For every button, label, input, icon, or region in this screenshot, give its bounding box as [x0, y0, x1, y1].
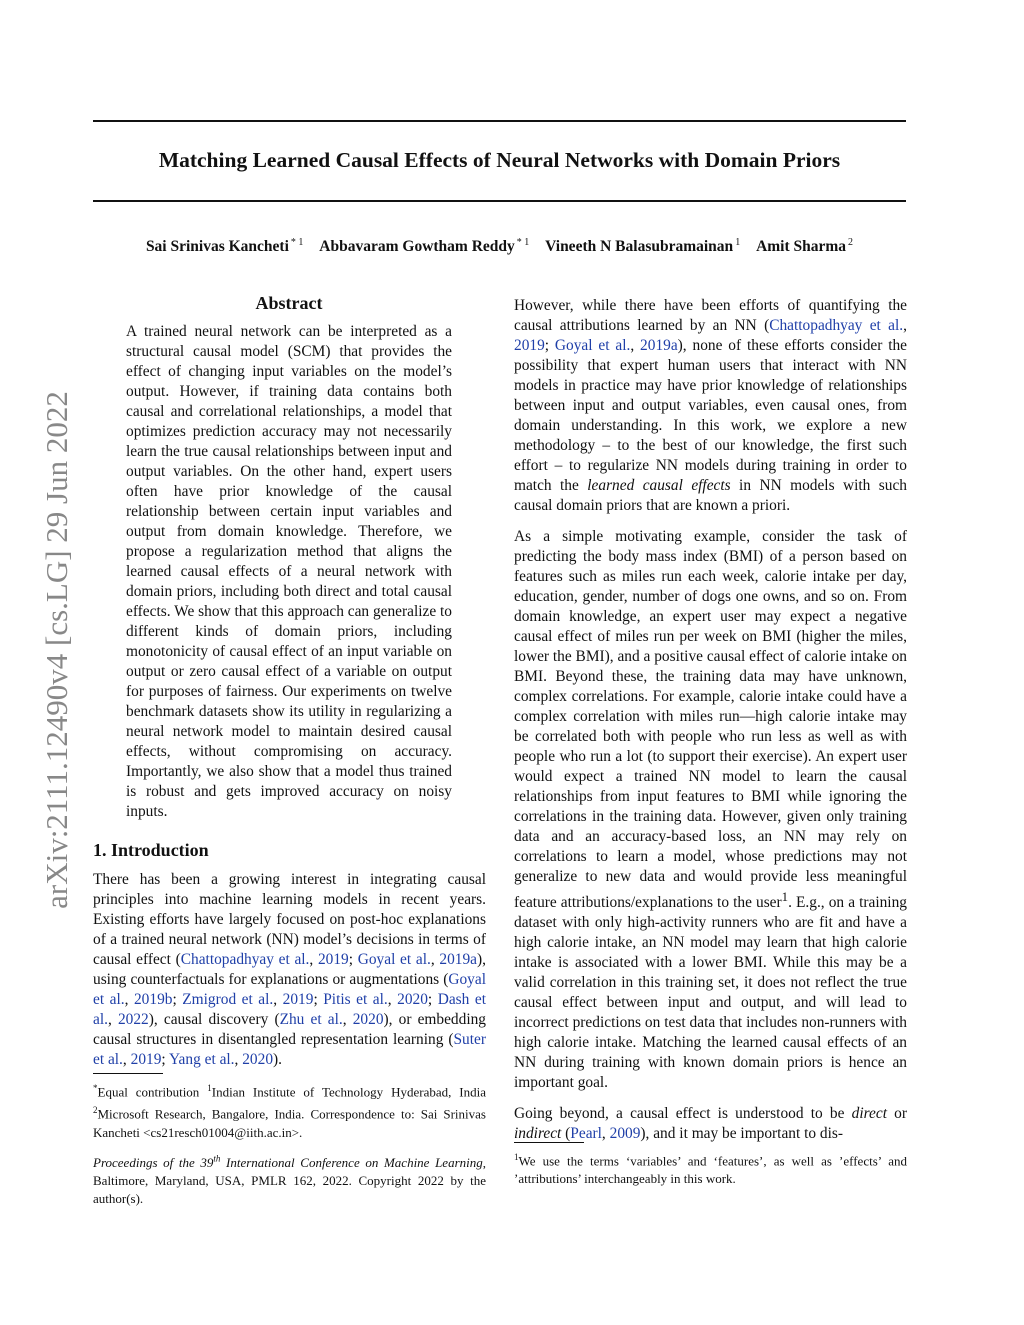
text: ). — [273, 1051, 282, 1068]
citation-year-link[interactable]: 2019a — [640, 337, 678, 354]
text: As a simple motivating example, consider the task of predicting the body mass index (BMI) of a person based on features such as miles run each week, calorie intake per day, education, gender, number of dogs one owns, and so on. From domain knowledge, an expert user may expect a negative causal effect of miles run per week on BMI (higher the miles, lower the BMI), and a positive causal effect of calorie intake on BMI. Beyond these, the training data may have unknown, complex correlations. For example, calorie intake could have a complex correlation with miles run—high calorie intake may be correlated both with people who run less as well as with people who run a lot (to support their exercise). An expert user would expect a trained NN model to learn the causal relationships from input features to BMI while ignoring the correlations in the training data. However, given only training data and an accuracy-based loss, an NN may rely on correlations to learn a model, whose predictions may not generalize to new data and would provide less meaningful feature attributions/explanations to the user — [514, 528, 907, 912]
footnote-mark: * — [93, 1083, 98, 1093]
venue-text: International Conference on Machine Learning — [220, 1155, 483, 1171]
citation-year-link[interactable]: 2019 — [282, 991, 314, 1008]
author-3-affil: 1 — [735, 237, 741, 248]
separator: , — [309, 951, 318, 968]
title-top-rule — [93, 120, 906, 122]
abstract-section — [126, 292, 452, 822]
text: . E.g., on a training dataset with only high-activity runners who are fit and have a high calorie intake, an NN model may learn that high calorie intake is associated with a lower BMI. While this may be a valid correlation in this training set, it does not reflect the true causal effect between input and output, and will lead to incorrect predictions on test data that includes non-runners with high calorie intake. Matching the learned causal effects of an NN during training with known domain priors is hence an important goal. — [514, 894, 907, 1092]
text: There has been a growing interest in integrating causal principles into machine learning models in recent years. Existing efforts have largely focused on post-hoc explanations of a trained neural network (NN) model’s decisions in terms of causal effect ( — [93, 871, 486, 968]
citation-link[interactable]: Chattopadhyay et al. — [180, 951, 310, 968]
footnote-rule-right — [514, 1142, 584, 1143]
separator: , — [107, 1011, 118, 1028]
abstract-text: A trained neural network can be interpreted as a structural causal model (SCM) that provides the effect of changing input variables on the model’s output. However, if training data contains both causal and correlational relationships, a model that optimizes prediction accuracy may not necessarily learn the true causal relationships between input and output variables. On the other hand, expert users often have prior knowledge of the causal relationship between certain input variables and output from domain knowledge. Therefore, we propose a regularization method that aligns the learned causal effects of a neural network with domain priors, including both direct and total causal effects. We show that this approach can generalize to different kinds of domain priors, including monotonicity of causal effect of an input variable on output or zero causal effect of a variable on output for purposes of fairness. Our experiments on twelve benchmark datasets show its utility in regularizing a neural network model to maintain desired causal effects, without compromising on accuracy. Importantly, we also show that a model thus trained is robust and gets improved accuracy on noisy inputs. — [126, 323, 452, 820]
text: ), causal discovery ( — [148, 1011, 280, 1028]
ordinal-suffix: th — [213, 1154, 221, 1164]
citation-year-link[interactable]: 2009 — [609, 1125, 641, 1143]
citation-link[interactable]: Dash et al. — [93, 991, 487, 1028]
separator: , — [342, 1011, 353, 1028]
author-2 — [319, 238, 529, 255]
author-2-name: Abbavaram Gowtham Reddy — [319, 238, 515, 256]
citation-year-link[interactable]: 2019b — [133, 991, 173, 1008]
separator: , — [234, 1051, 243, 1068]
author-1-name: Sai Srinivas Kancheti — [145, 238, 289, 256]
citation-year-link[interactable]: 2019 — [514, 337, 545, 354]
author-3 — [545, 238, 740, 255]
introduction-paragraph — [93, 870, 486, 1070]
author-4 — [756, 238, 853, 255]
text: ), and it may be important to dis- — [640, 1125, 844, 1143]
citation-year-link[interactable]: 2020 — [397, 991, 428, 1008]
separator: , — [124, 991, 134, 1008]
footnote-mark: 2 — [93, 1105, 98, 1116]
text: However, while there have been efforts of quantifying the causal attributions learned by an NN ( — [514, 297, 907, 334]
citation-link[interactable]: Chattopadhyay et al. — [769, 317, 904, 334]
paragraph-direct-indirect — [514, 1104, 907, 1144]
citation-link[interactable]: Goyal et al. — [93, 971, 486, 1008]
citation-link[interactable]: Pitis et al. — [323, 991, 388, 1008]
footnote-text: We use the terms ‘variables’ and ‘features’, as well as ’effects’ and ’attributions’ interchangeably in this work. — [514, 1153, 907, 1187]
citation-year-link[interactable]: 2019a — [439, 951, 478, 968]
right-column — [514, 296, 907, 1155]
emphasis: direct — [851, 1105, 887, 1123]
text: ), using counterfactuals for explanations or augmentations ( — [93, 951, 486, 988]
author-4-affil: 2 — [848, 237, 854, 248]
paragraph-prior-work — [514, 296, 907, 516]
footnote-text: Equal contribution — [97, 1084, 208, 1100]
separator: , — [122, 1051, 131, 1068]
introduction-section — [93, 838, 486, 1070]
footnote-mark: 1 — [514, 1152, 519, 1162]
author-3-name: Vineeth N Balasubramainan — [545, 238, 734, 256]
footnote-ref[interactable]: 1 — [781, 890, 789, 904]
text: or — [886, 1105, 907, 1123]
terms-footnote — [514, 1148, 907, 1188]
title-bottom-rule — [93, 200, 906, 202]
separator: ; — [427, 991, 438, 1008]
separator: , — [630, 337, 641, 354]
proceedings-venue — [93, 1155, 483, 1170]
citation-year-link[interactable]: 2019 — [317, 951, 349, 968]
paper-title: Matching Learned Causal Effects of Neural Networks with Domain Priors — [158, 148, 841, 172]
paragraph-motivating-example — [514, 527, 907, 1093]
separator: , — [387, 991, 398, 1008]
separator: ; — [161, 1051, 169, 1068]
author-1-affil: * 1 — [290, 237, 304, 248]
footnote-text: Indian Institute of Technology Hyderabad, India — [211, 1084, 486, 1100]
introduction-heading: 1. Introduction — [93, 840, 209, 860]
separator: ; — [313, 991, 324, 1008]
separator: , — [903, 317, 907, 334]
separator: ; — [544, 337, 555, 354]
separator: ; — [172, 991, 183, 1008]
author-2-affil: * 1 — [516, 237, 530, 248]
footnote-text: Microsoft Research, Bangalore, India. Correspondence to: Sai Srinivas Kancheti <cs21resch01004@iith.ac.in>. — [93, 1106, 486, 1140]
citation-link[interactable]: Zmigrod et al. — [182, 991, 274, 1008]
citation-link[interactable]: Zhu et al. — [279, 1011, 343, 1028]
citation-year-link[interactable]: 2020 — [352, 1011, 384, 1028]
text: ), none of these efforts consider the possibility that expert human users that interact with NN models in practice may have prior knowledge of relationships between input and output variables, even causal ones, from domain understanding. In this work, we explore a new methodology – to the best of our knowledge, the first such effort – to regularize NN models during training in order to match the — [514, 337, 908, 494]
emphasis: indirect — [514, 1125, 562, 1143]
footnote-rule-left — [93, 1073, 163, 1074]
proceedings-note — [93, 1150, 486, 1208]
separator: , — [273, 991, 283, 1008]
citation-link[interactable]: Goyal et al. — [554, 337, 631, 354]
citation-link[interactable]: Pearl — [570, 1125, 602, 1143]
text: in NN models with such causal domain priors that are known a priori. — [514, 477, 907, 514]
venue-text: Proceedings of the 39 — [93, 1155, 214, 1171]
affiliation-footnote — [93, 1079, 486, 1142]
citation-year-link[interactable]: 2020 — [242, 1051, 274, 1068]
abstract-heading: Abstract — [255, 293, 323, 313]
citation-link[interactable]: Goyal et al. — [357, 951, 431, 968]
author-1 — [146, 238, 303, 255]
emphasis: learned causal effects — [587, 477, 731, 494]
citation-link[interactable]: Yang et al. — [168, 1051, 235, 1068]
author-list — [93, 237, 906, 256]
separator: , — [601, 1125, 610, 1143]
arxiv-stamp: arXiv:2111.12490v4 [cs.LG] 29 Jun 2022 — [39, 391, 74, 909]
text: Going beyond, a causal effect is understood to be — [514, 1105, 852, 1123]
separator: ; — [348, 951, 358, 968]
separator: , — [430, 951, 440, 968]
citation-year-link[interactable]: 2022 — [117, 1011, 149, 1028]
text: ( — [561, 1125, 571, 1143]
text: ), or embedding causal structures in disentangled representation learning ( — [93, 1011, 486, 1048]
footnote-mark: 1 — [207, 1083, 212, 1093]
citation-year-link[interactable]: 2019 — [130, 1051, 162, 1068]
author-4-name: Amit Sharma — [756, 238, 847, 256]
proceedings-text: , Baltimore, Maryland, USA, PMLR 162, 2022. Copyright 2022 by the author(s). — [93, 1155, 486, 1207]
citation-link[interactable]: Suter et al. — [93, 1031, 486, 1068]
